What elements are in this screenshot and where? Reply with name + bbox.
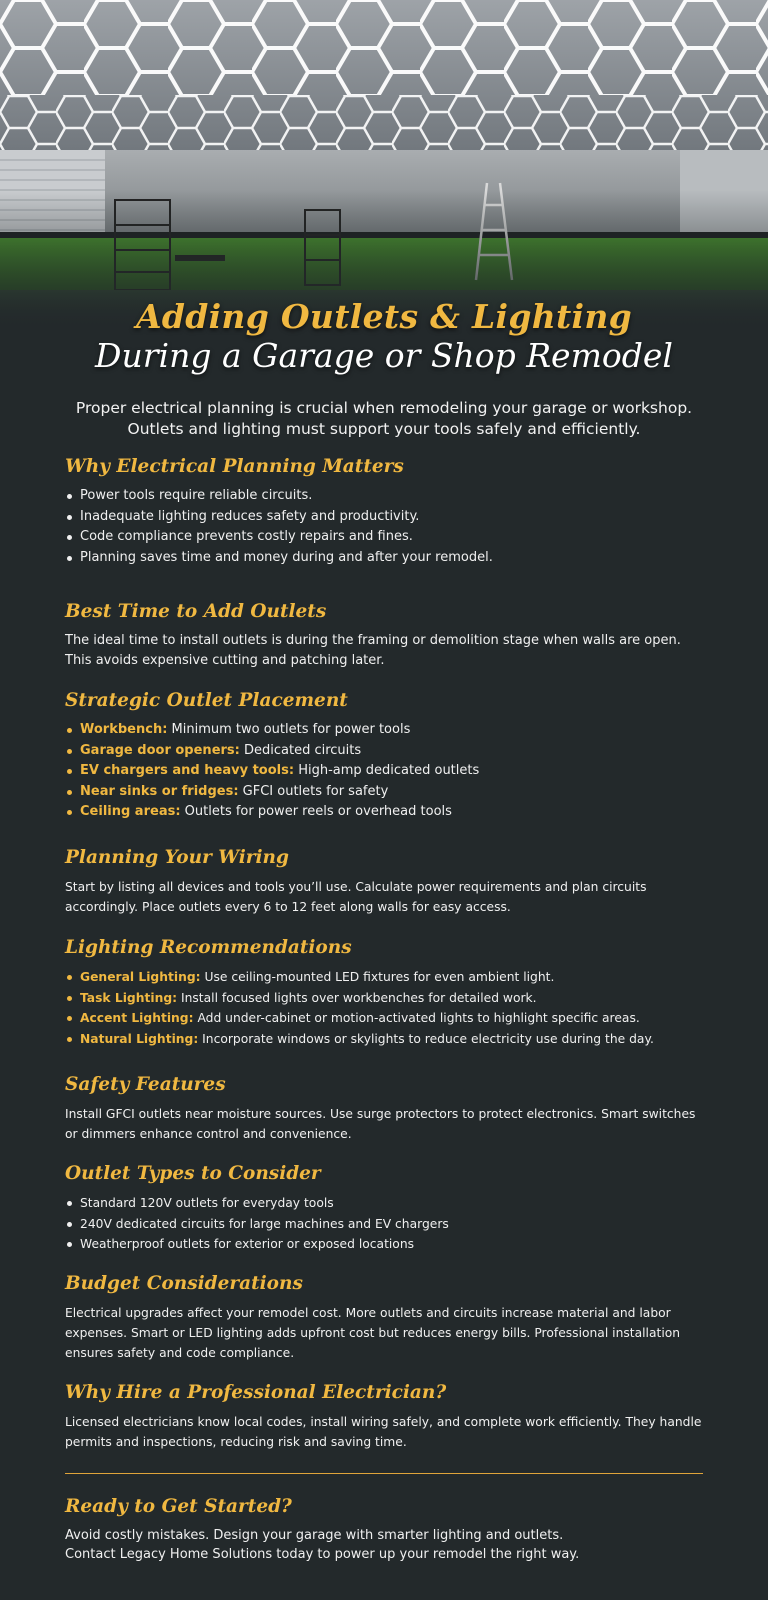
section-text: Electrical upgrades affect your remodel cost. More outlets and circuits increase material and labor expenses. Smart or LED lighting adds upfront cost but reduces energy bills. Professional installation ensures safety and code compliance. (65, 1306, 681, 1360)
section-text: Licensed electricians know local codes, install wiring safely, and complete work efficiently. They handle permits and inspections, reducing risk and saving time. (65, 1415, 702, 1449)
list-item: Natural Lighting: Incorporate windows or skylights to reduce electricity use during the day. (65, 1029, 705, 1050)
section-heading: Budget Considerations (65, 1273, 303, 1294)
section-heading: Why Electrical Planning Matters (65, 456, 404, 477)
cta-text (65, 1526, 705, 1564)
section-heading: Lighting Recommendations (65, 937, 352, 958)
section-budget (65, 1273, 705, 1363)
bullet-list (65, 967, 705, 1049)
section-best-time (65, 601, 705, 671)
list-item: 240V dedicated circuits for large machines and EV chargers (65, 1214, 705, 1235)
list-item: Near sinks or fridges: GFCI outlets for safety (65, 782, 705, 803)
section-outlet-types (65, 1163, 705, 1255)
cta-line-1: Avoid costly mistakes. Design your garage with smarter lighting and outlets. (65, 1528, 564, 1543)
section-heading: Safety Features (65, 1074, 226, 1095)
section-text: The ideal time to install outlets is during the framing or demolition stage when walls are open. This avoids expensive cutting and patching later. (65, 633, 681, 668)
list-item: EV chargers and heavy tools: High-amp dedicated outlets (65, 761, 705, 782)
section-hire (65, 1382, 705, 1452)
bullet-list (65, 720, 705, 823)
section-why (65, 456, 705, 568)
list-item: Weatherproof outlets for exterior or exposed locations (65, 1234, 705, 1255)
cta-line-2: Contact Legacy Home Solutions today to power up your remodel the right way. (65, 1547, 580, 1562)
title-block (0, 298, 768, 376)
section-heading: Best Time to Add Outlets (65, 601, 327, 622)
title-line-1: Adding Outlets & Lighting (135, 297, 633, 336)
title-line-2: During a Garage or Shop Remodel (95, 335, 673, 375)
bullet-list (65, 486, 705, 568)
section-heading: Why Hire a Professional Electrician? (65, 1382, 447, 1403)
list-item: Inadequate lighting reduces safety and productivity. (65, 507, 705, 528)
section-heading: Strategic Outlet Placement (65, 690, 348, 711)
section-placement (65, 690, 705, 823)
section-heading: Planning Your Wiring (65, 847, 289, 868)
list-item: General Lighting: Use ceiling-mounted LED fixtures for even ambient light. (65, 967, 705, 988)
section-heading: Ready to Get Started? (65, 1496, 292, 1517)
intro-text: Proper electrical planning is crucial when remodeling your garage or workshop. Outlets and lighting must support your tools safely and efficiently. (75, 399, 693, 438)
list-item: Task Lighting: Install focused lights over workbenches for detailed work. (65, 988, 705, 1009)
section-text: Start by listing all devices and tools you’ll use. Calculate power requirements and plan circuits accordingly. Place outlets every 6 to 12 feet along walls for easy access. (65, 880, 647, 914)
list-item: Power tools require reliable circuits. (65, 486, 705, 507)
section-lighting (65, 937, 705, 1049)
list-item: Garage door openers: Dedicated circuits (65, 741, 705, 762)
section-heading: Outlet Types to Consider (65, 1163, 321, 1184)
list-item: Planning saves time and money during and after your remodel. (65, 548, 705, 569)
bullet-list (65, 1193, 705, 1255)
list-item: Ceiling areas: Outlets for power reels or overhead tools (65, 802, 705, 823)
section-wiring (65, 847, 705, 917)
list-item: Workbench: Minimum two outlets for power tools (65, 720, 705, 741)
hero-image (0, 0, 768, 330)
section-safety (65, 1074, 705, 1144)
list-item: Standard 120V outlets for everyday tools (65, 1193, 705, 1214)
list-item: Accent Lighting: Add under-cabinet or motion-activated lights to highlight specific areas. (65, 1008, 705, 1029)
section-text: Install GFCI outlets near moisture sources. Use surge protectors to protect electronics. Smart switches or dimmers enhance control and convenience. (65, 1107, 696, 1141)
divider (65, 1473, 703, 1474)
garage-hexagon-lighting-icon (0, 0, 768, 330)
list-item: Code compliance prevents costly repairs and fines. (65, 527, 705, 548)
section-cta (65, 1496, 705, 1564)
